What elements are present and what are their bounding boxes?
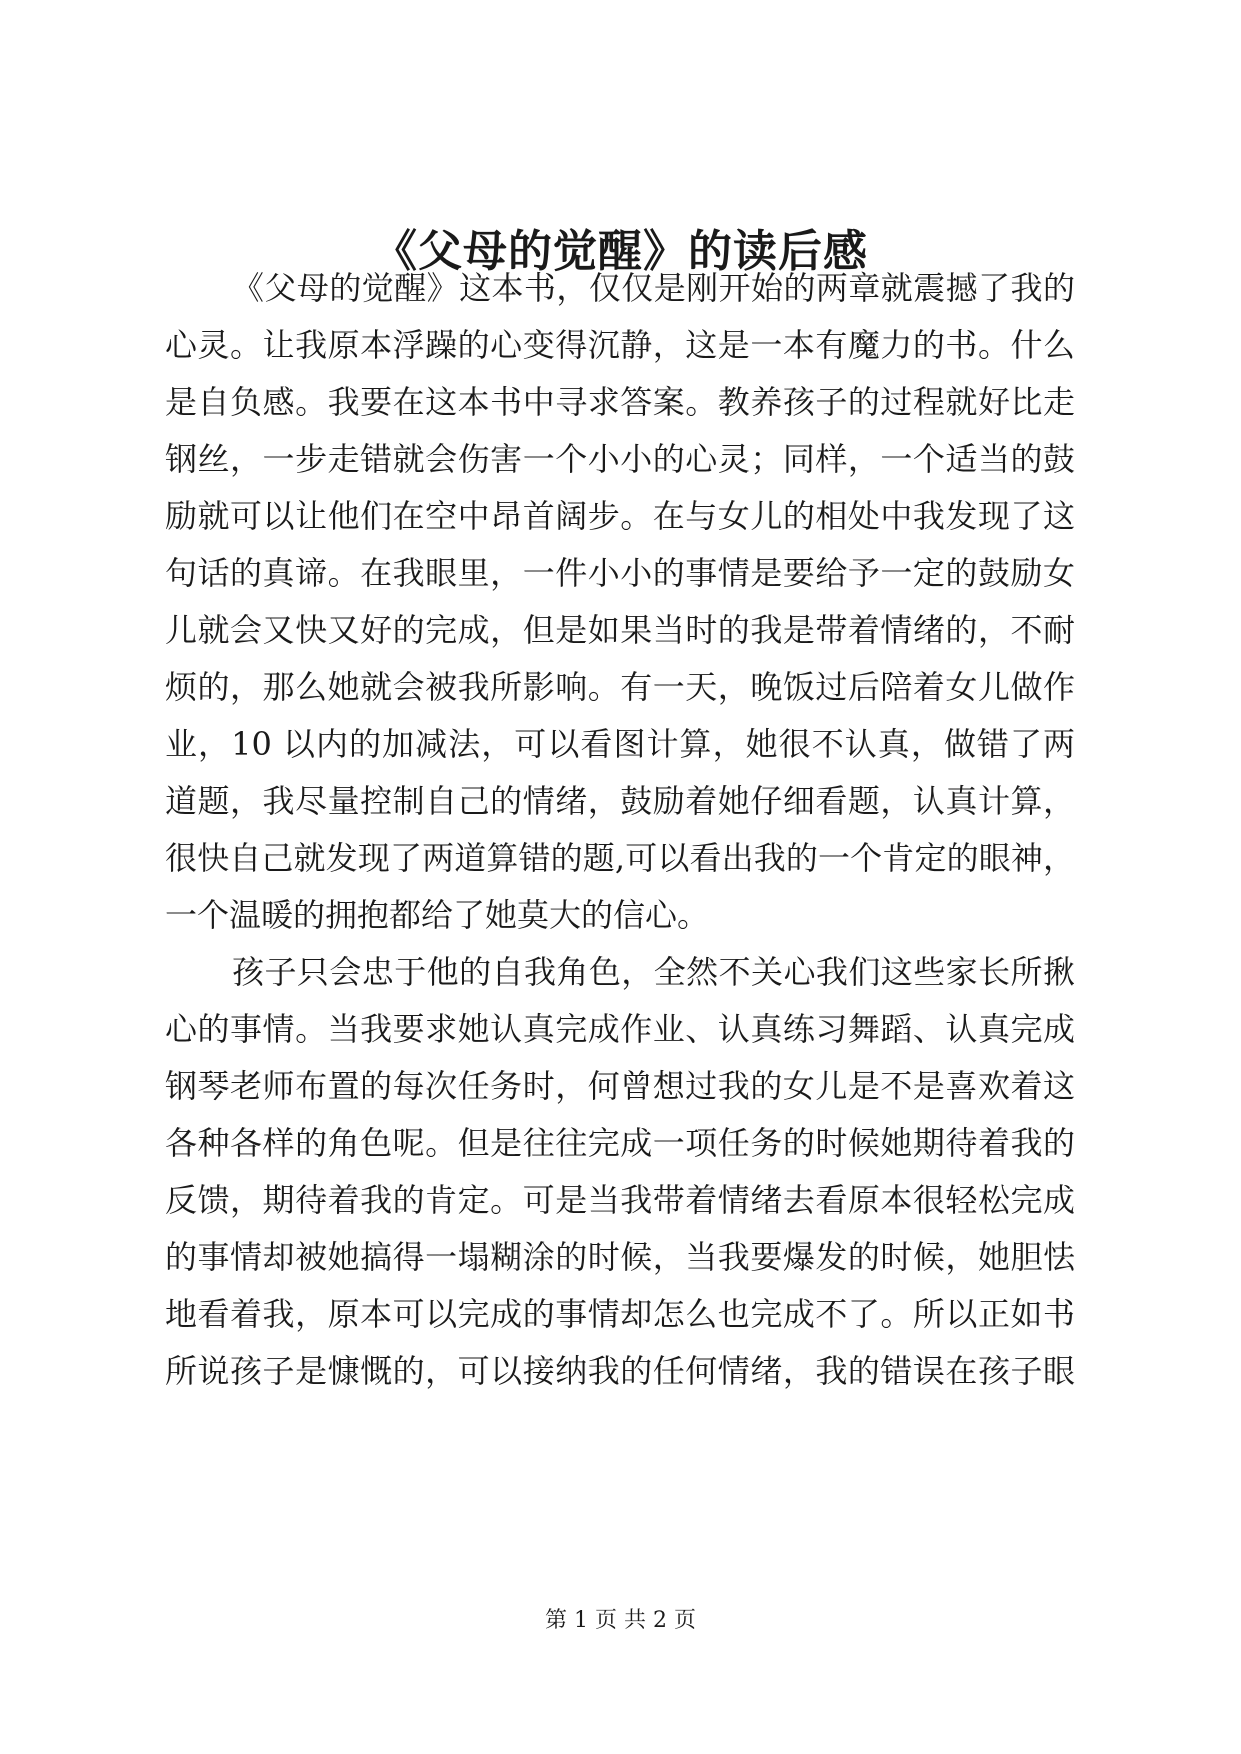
paragraph-line: 道题，我尽量控制自己的情绪，鼓励着她仔细看题，认真计算， bbox=[165, 782, 1075, 820]
paragraph-line: 心的事情。当我要求她认真完成作业、认真练习舞蹈、认真完成 bbox=[165, 1010, 1075, 1048]
paragraph-line: 各种各样的角色呢。但是往往完成一项任务的时候她期待着我的 bbox=[165, 1124, 1075, 1162]
paragraph-line: 地看着我，原本可以完成的事情却怎么也完成不了。所以正如书 bbox=[165, 1295, 1075, 1333]
paragraph-line: 一个温暖的拥抱都给了她莫大的信心。 bbox=[165, 896, 710, 934]
paragraph-line: 钢琴老师布置的每次任务时，何曾想过我的女儿是不是喜欢着这 bbox=[165, 1067, 1075, 1105]
paragraph-line: 励就可以让他们在空中昂首阔步。在与女儿的相处中我发现了这 bbox=[165, 497, 1075, 535]
paragraph-line: 所说孩子是慷慨的，可以接纳我的任何情绪，我的错误在孩子眼 bbox=[165, 1352, 1075, 1390]
paragraph-line: 的事情却被她搞得一塌糊涂的时候，当我要爆发的时候，她胆怯 bbox=[165, 1238, 1075, 1276]
paragraph-line: 是自负感。我要在这本书中寻求答案。教养孩子的过程就好比走 bbox=[165, 383, 1075, 421]
page-indicator: 第 1 页 共 2 页 bbox=[545, 1608, 696, 1633]
paragraph-line: 《父母的觉醒》这本书，仅仅是刚开始的两章就震撼了我的 bbox=[232, 269, 1075, 307]
paragraph-line: 业，10 以内的加减法，可以看图计算，她很不认真，做错了两 bbox=[165, 725, 1075, 763]
paragraph-line: 心灵。让我原本浮躁的心变得沉静，这是一本有魔力的书。什么 bbox=[165, 326, 1075, 364]
paragraph-line: 很快自己就发现了两道算错的题,可以看出我的一个肯定的眼神， bbox=[165, 839, 1075, 877]
paragraph-line: 儿就会又快又好的完成，但是如果当时的我是带着情绪的，不耐 bbox=[165, 611, 1075, 649]
paragraph-line: 句话的真谛。在我眼里，一件小小的事情是要给予一定的鼓励女 bbox=[165, 554, 1075, 592]
paragraph-line: 钢丝，一步走错就会伤害一个小小的心灵；同样，一个适当的鼓 bbox=[165, 440, 1075, 478]
paragraph-line: 孩子只会忠于他的自我角色，全然不关心我们这些家长所揪 bbox=[232, 953, 1075, 991]
document-title: 《父母的觉醒》的读后感 bbox=[373, 226, 868, 277]
paragraph-line: 反馈，期待着我的肯定。可是当我带着情绪去看原本很轻松完成 bbox=[165, 1181, 1075, 1219]
paragraph-line: 烦的，那么她就会被我所影响。有一天，晚饭过后陪着女儿做作 bbox=[165, 668, 1075, 706]
